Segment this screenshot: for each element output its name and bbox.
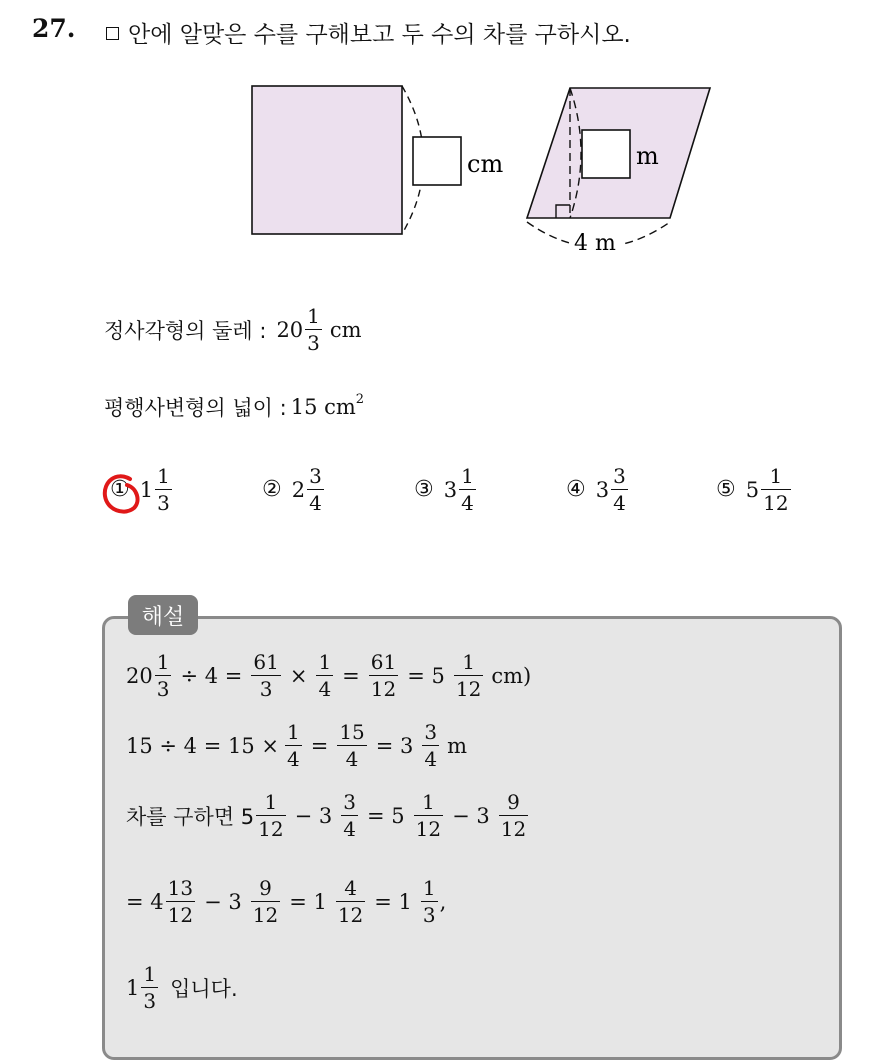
choice-5[interactable] (716, 466, 793, 513)
choice-3-mark: ③ (414, 477, 434, 502)
given-area-exponent: 2 (355, 392, 365, 407)
given-area-value: 15 cm (290, 395, 356, 419)
choice-4-fraction: $\frac{3}{4}$ (613, 464, 626, 515)
choice-3[interactable] (414, 466, 478, 513)
choice-1-whole: 1 (139, 477, 154, 502)
given-perimeter-whole: 20 (276, 317, 304, 342)
choice-2-mark: ② (262, 477, 282, 502)
figure-shapes (240, 78, 720, 260)
square-unit-label: cm (467, 150, 504, 178)
given-perimeter-unit: cm (329, 317, 362, 342)
choice-2[interactable] (262, 466, 326, 513)
given-area-line (104, 392, 364, 422)
square-answer-box (413, 137, 461, 185)
solution-line-4: = 4 $\frac{13}{12}$ − 3 $\frac{9}{12}$ = 1 $\frac{4}{12}$ = 1 $\frac{1}{3}$ , (126, 876, 447, 927)
choice-3-fraction: $\frac{1}{4}$ (461, 464, 474, 515)
given-area-label: 평행사변형의 넓이 : (104, 396, 287, 420)
choice-5-whole: 5 (745, 477, 760, 502)
blank-box-icon (106, 27, 119, 40)
height-answer-box (582, 130, 630, 178)
choice-4-mark: ④ (566, 477, 586, 502)
choice-2-whole: 2 (291, 477, 306, 502)
square-shape (252, 86, 402, 234)
base-label: 4 m (574, 231, 616, 256)
choice-2-fraction: $\frac{3}{4}$ (309, 464, 322, 515)
choice-5-fraction: $\frac{1}{12}$ (763, 464, 789, 515)
given-perimeter-fraction: $\frac{1}{3}$ (307, 304, 320, 355)
question-number: 27. (32, 14, 76, 43)
choice-1-mark: ① (110, 477, 130, 502)
parallelogram-unit-label: m (636, 142, 659, 170)
question-text: 안에 알맞은 수를 구해보고 두 수의 차를 구하시오. (128, 22, 631, 48)
choice-3-whole: 3 (443, 477, 458, 502)
solution-line-5: 1 $\frac{1}{3}$ 입니다. (126, 962, 238, 1013)
choice-5-mark: ⑤ (716, 477, 736, 502)
solution-title: 해설 (128, 595, 198, 635)
choice-4-whole: 3 (595, 477, 610, 502)
given-perimeter-label: 정사각형의 둘레 : (104, 318, 267, 343)
solution-line-3: 차를 구하면 5 $\frac{1}{12}$ − 3 $\frac{3}{4}$ = 5 $\frac{1}{12}$ − 3 $\frac{9}{12}$ (126, 790, 527, 841)
answer-circle-mark (100, 470, 144, 520)
choice-1-fraction: $\frac{1}{3}$ (157, 464, 170, 515)
solution-line-2: 15 ÷ 4 = 15 × $\frac{1}{4}$ = $\frac{15}{4}$ = 3 $\frac{3}{4}$ m (126, 720, 468, 771)
choice-4[interactable] (566, 466, 630, 513)
solution-line-1: 20 $\frac{1}{3}$ ÷ 4 = $\frac{61}{3}$ × $\frac{1}{4}$ = $\frac{61}{12}$ = 5 $\frac{1}{12}$ cm) (126, 650, 532, 701)
given-perimeter-line (104, 306, 362, 353)
question-text-line (106, 16, 631, 49)
